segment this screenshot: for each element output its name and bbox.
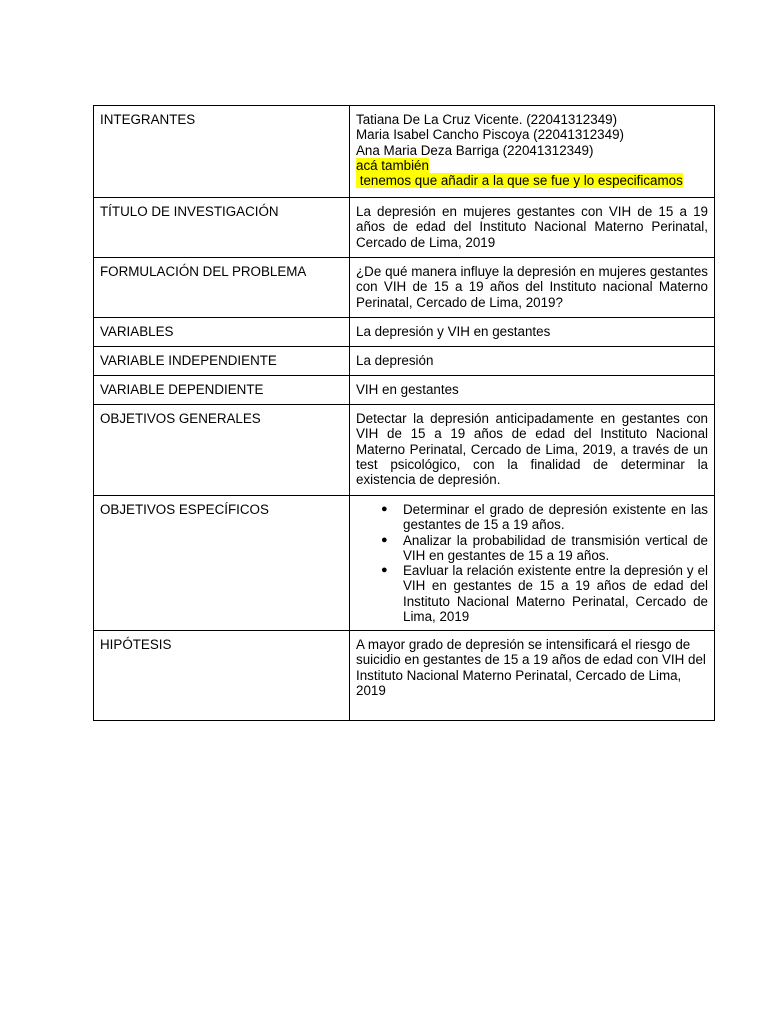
list-item	[381, 502, 708, 533]
value-hipotesis: A mayor grado de depresión se intensificará el riesgo de suicidio en gestantes de 15 a 19 años de edad con VIH del Instituto Nacional Materno Perinatal, Cercado de Lima, 2019	[350, 631, 715, 721]
highlighted-note: acá también	[356, 157, 429, 173]
list-item	[381, 563, 708, 625]
label-titulo: TÍTULO DE INVESTIGACIÓN	[94, 198, 350, 258]
value-integrantes	[350, 106, 715, 198]
research-summary-table	[93, 105, 715, 721]
label-objetivos-especificos: OBJETIVOS ESPECÍFICOS	[94, 496, 350, 631]
highlighted-note: tenemos que añadir a la que se fue y lo especificamos	[356, 173, 683, 189]
objective-text: Eavluar la relación existente entre la depresión y el VIH en gestantes de 15 a 19 años de edad del Instituto Nacional Materno Perinatal, Cercado de Lima, 2019	[403, 563, 708, 625]
row-variables	[94, 318, 715, 347]
bullet-icon: ●	[381, 564, 388, 577]
row-formulacion	[94, 258, 715, 318]
label-variable-dependiente: VARIABLE DEPENDIENTE	[94, 376, 350, 405]
label-variables: VARIABLES	[94, 318, 350, 347]
member-name: Maria Isabel Cancho Piscoya (22041312349)	[356, 127, 624, 143]
value-variables: La depresión y VIH en gestantes	[350, 318, 715, 347]
objective-text: Determinar el grado de depresión existente en las gestantes de 15 a 19 años.	[403, 502, 708, 533]
member-name: Tatiana De La Cruz Vicente. (22041312349)	[356, 112, 618, 127]
value-titulo: La depresión en mujeres gestantes con VIH de 15 a 19 años de edad del Instituto Nacional Materno Perinatal, Cercado de Lima, 2019	[350, 198, 715, 258]
row-hipotesis	[94, 631, 715, 721]
list-item	[381, 532, 708, 564]
row-objetivos-especificos	[94, 496, 715, 631]
value-variable-dependiente: VIH en gestantes	[350, 376, 715, 405]
bullet-icon: ●	[381, 503, 388, 515]
bullet-icon: ●	[381, 533, 388, 546]
row-variable-independiente	[94, 347, 715, 376]
value-objetivos-generales: Detectar la depresión anticipadamente en gestantes con VIH de 15 a 19 años de edad del Instituto Nacional Materno Perinatal, Cercado de Lima, 2019, a través de un test psicológico, con la finalidad de determinar la existencia de depresión.	[350, 405, 715, 496]
label-variable-independiente: VARIABLE INDEPENDIENTE	[94, 347, 350, 376]
row-titulo	[94, 198, 715, 258]
label-integrantes: INTEGRANTES	[94, 106, 350, 198]
objectives-list	[356, 502, 708, 624]
label-hipotesis: HIPÓTESIS	[94, 631, 350, 721]
label-formulacion: FORMULACIÓN DEL PROBLEMA	[94, 258, 350, 318]
label-objetivos-generales: OBJETIVOS GENERALES	[94, 405, 350, 496]
row-objetivos-generales	[94, 405, 715, 496]
row-variable-dependiente	[94, 376, 715, 405]
value-variable-independiente: La depresión	[350, 347, 715, 376]
row-integrantes	[94, 106, 715, 198]
value-formulacion: ¿De qué manera influye la depresión en mujeres gestantes con VIH de 15 a 19 años del Instituto nacional Materno Perinatal, Cercado de Lima, 2019?	[350, 258, 715, 318]
value-objetivos-especificos	[350, 496, 715, 631]
objective-text: Analizar la probabilidad de transmisión vertical de VIH en gestantes de 15 a 19 años.	[403, 532, 708, 563]
member-name: Ana Maria Deza Barriga (22041312349)	[356, 142, 594, 158]
